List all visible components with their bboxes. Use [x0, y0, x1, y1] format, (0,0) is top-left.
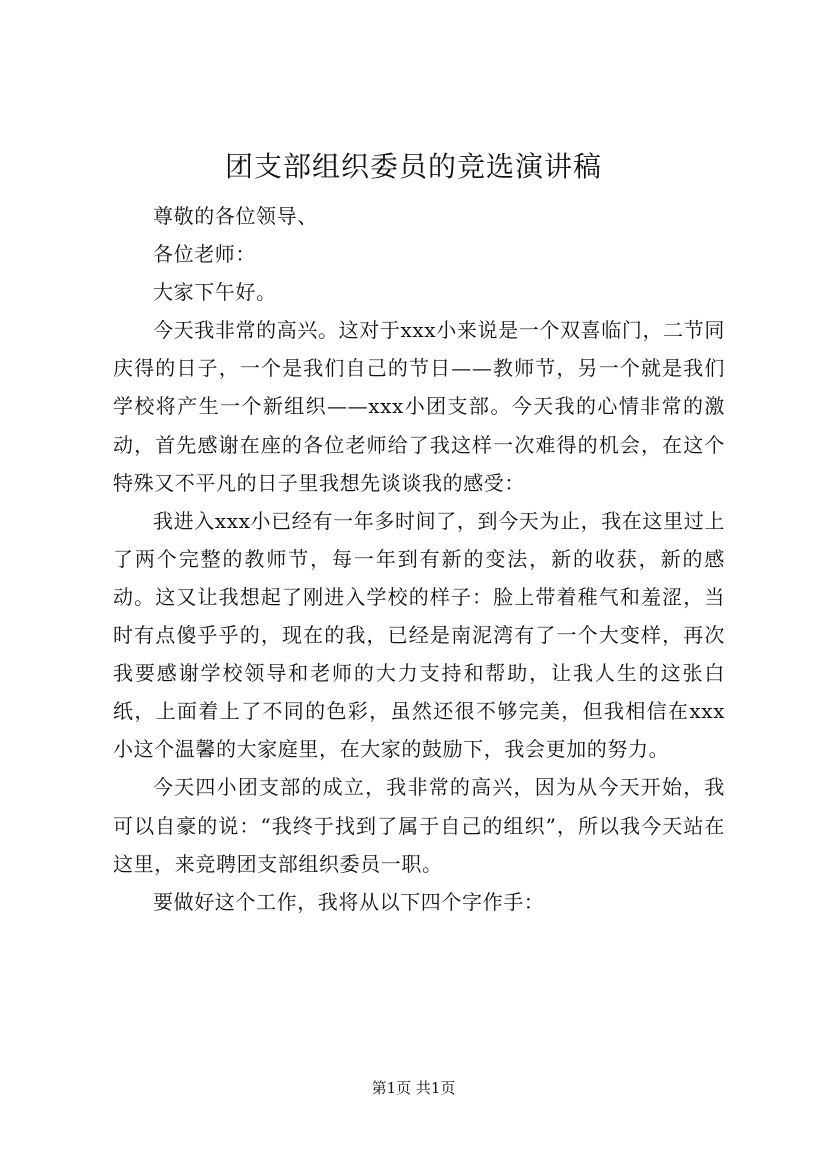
- page-number-footer: 第1页 共1页: [371, 1079, 456, 1097]
- paragraph-greeting: 大家下午好。: [153, 280, 277, 305]
- document-body: [113, 197, 725, 921]
- paragraph-opening: 今天我非常的高兴。这对于xxx小来说是一个双喜临门，二节同庆得的日子，一个是我们自己的节日——教师节，另一个就是我们学校将产生一个新组织——xxx小团支部。今天我的心情非常的激动，首先感谢在座的各位老师给了我这样一次难得的机会，在这个特殊又不平凡的日子里我想先谈谈我的感受：: [113, 318, 725, 495]
- paragraph-plan-intro: 要做好这个工作，我将从以下四个字作手：: [153, 889, 545, 914]
- paragraph-candidacy: 今天四小团支部的成立，我非常的高兴，因为从今天开始，我可以自豪的说：“我终于找到了属于自己的组织”，所以我今天站在这里，来竞聘团支部组织委员一职。: [113, 775, 725, 876]
- document-title: 团支部组织委员的竞选演讲稿: [224, 150, 602, 183]
- paragraph-experience: 我进入xxx小已经有一年多时间了，到今天为止，我在这里过上了两个完整的教师节，每一年到有新的变法，新的收获，新的感动。这又让我想起了刚进入学校的样子：脸上带着稚气和羞涩，当时有点傻乎乎的，现在的我，已经是南泥湾有了一个大变样，再次我要感谢学校领导和老师的大力支持和帮助，让我人生的这张白纸，上面着上了不同的色彩，虽然还很不够完美，但我相信在xxx小这个温馨的大家庭里，在大家的鼓励下，我会更加的努力。: [113, 508, 725, 762]
- paragraph-salutation-leaders: 尊敬的各位领导、: [153, 204, 318, 228]
- paragraph-salutation-teachers: 各位老师：: [153, 242, 256, 267]
